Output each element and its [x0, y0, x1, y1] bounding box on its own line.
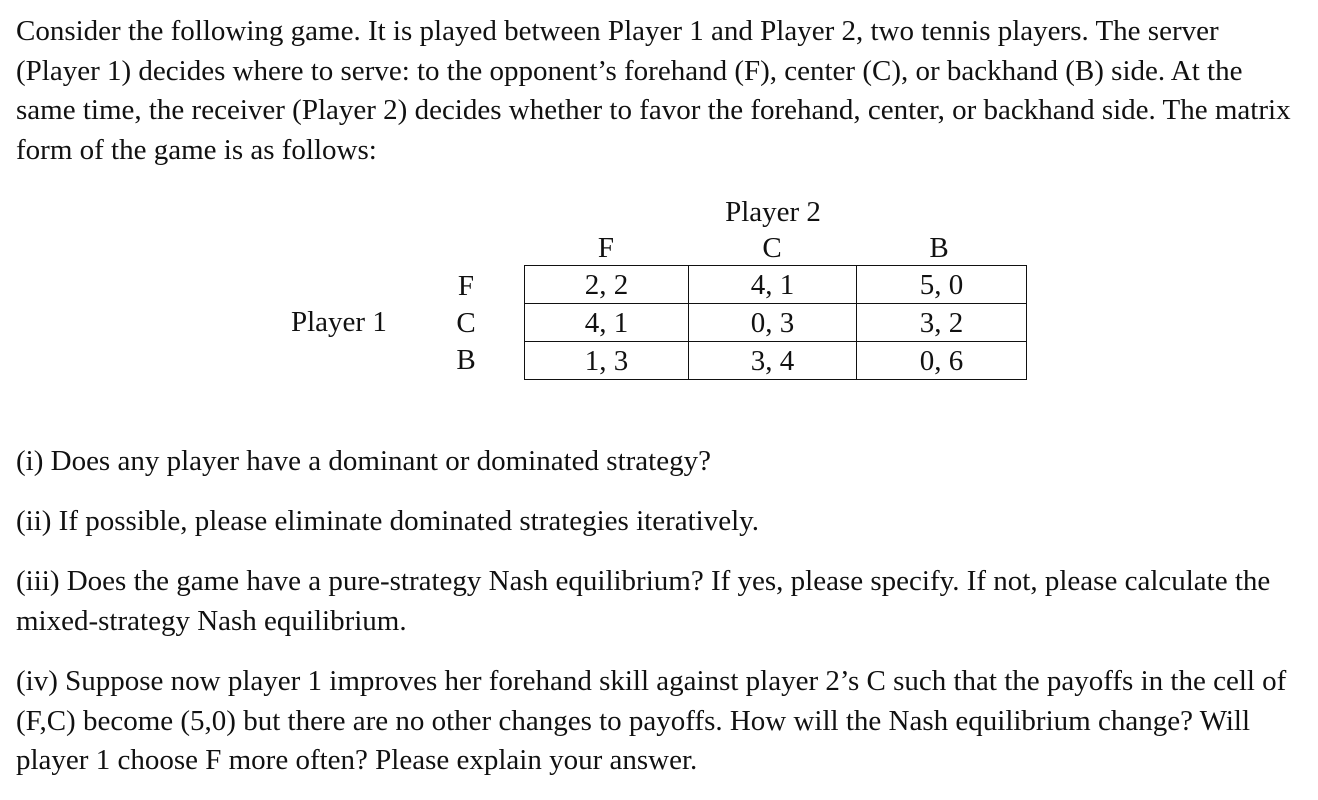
column-strategy-c: C [762, 232, 782, 264]
payoff-cell-b-f: 1, 3 [525, 342, 689, 380]
payoff-cell-f-b: 5, 0 [857, 266, 1027, 304]
payoff-table [524, 265, 1027, 380]
question-iv: (iv) Suppose now player 1 improves her forehand skill against player 2’s C such that the payoffs in the cell of (F,C) become (5,0) but there are no other changes to payoffs. How will the Nash equilibrium change? Will player 1 choose F more often? Please explain your answer. [16, 665, 1287, 776]
row-player-label: Player 1 [291, 306, 387, 338]
payoff-cell-c-c: 0, 3 [689, 304, 857, 342]
column-strategy-f: F [597, 232, 615, 264]
row-strategy-f: F [457, 270, 475, 302]
payoff-cell-c-f: 4, 1 [525, 304, 689, 342]
column-strategy-b: B [929, 232, 949, 264]
payoff-cell-b-b: 0, 6 [857, 342, 1027, 380]
column-player-label: Player 2 [725, 196, 821, 228]
question-iii: (iii) Does the game have a pure-strategy Nash equilibrium? If yes, please specify. If not, please calculate the mixed-strategy Nash equilibrium. [16, 565, 1271, 637]
payoff-row-c [525, 304, 1027, 342]
payoff-row-f [525, 266, 1027, 304]
payoff-cell-c-b: 3, 2 [857, 304, 1027, 342]
payoff-row-b [525, 342, 1027, 380]
payoff-cell-b-c: 3, 4 [689, 342, 857, 380]
row-strategy-c: C [456, 307, 476, 339]
payoff-cell-f-f: 2, 2 [525, 266, 689, 304]
row-strategy-b: B [456, 344, 476, 376]
question-ii: (ii) If possible, please eliminate dominated strategies iteratively. [16, 505, 760, 537]
payoff-cell-f-c: 4, 1 [689, 266, 857, 304]
question-i: (i) Does any player have a dominant or dominated strategy? [16, 445, 711, 477]
intro-paragraph: Consider the following game. It is played between Player 1 and Player 2, two tennis players. The server (Player 1) decides where to serve: to the opponent’s forehand (F), center (C), or backhand (B) side. At the same time, the receiver (Player 2) decides whether to favor the forehand, center, or backhand side. The matrix form of the game is as follows: [16, 15, 1291, 166]
